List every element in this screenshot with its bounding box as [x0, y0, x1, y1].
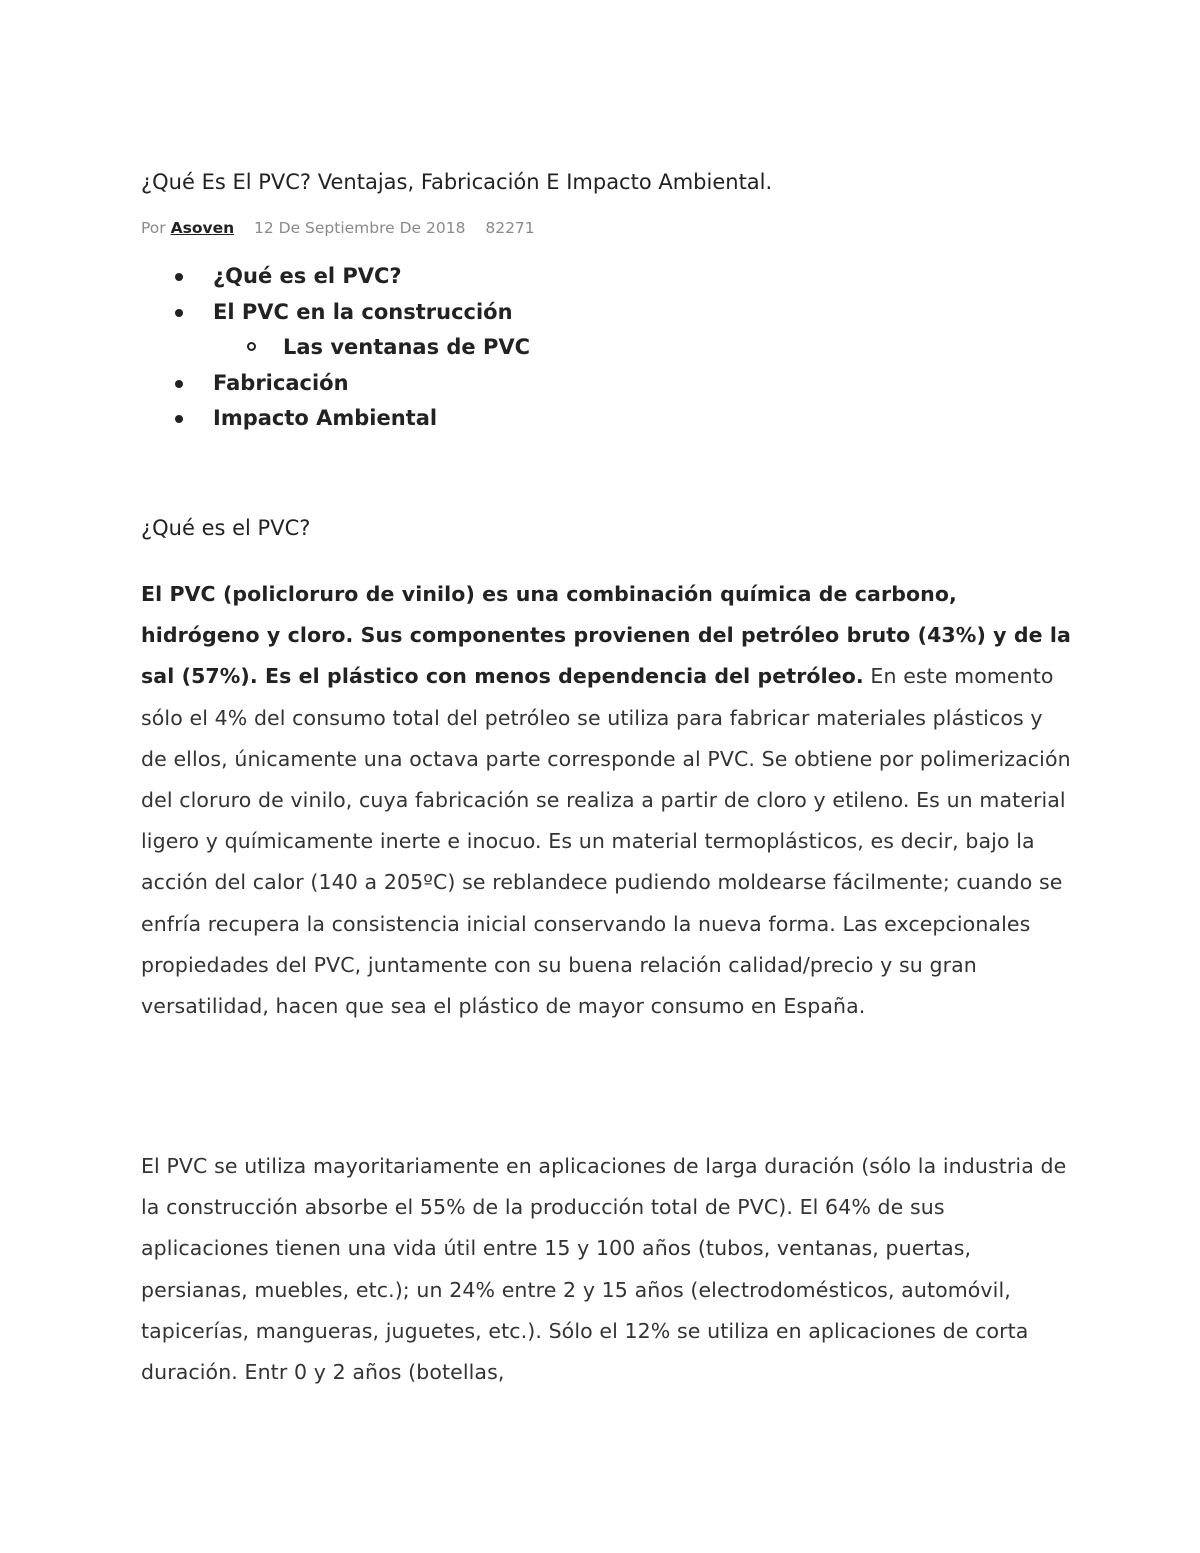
paragraph-intro	[141, 574, 1071, 1027]
by-label: Por	[141, 219, 166, 237]
paragraph-intro-bold: El PVC (policloruro de vinilo) es una combinación química de carbono, hidrógeno y cloro. Sus componentes provienen del petróleo bruto (43%) y de la sal (57%). Es el plástico con menos dependencia del petróleo.	[141, 582, 1071, 689]
toc-link-ventanas[interactable]: Las ventanas de PVC	[283, 335, 531, 359]
author-link[interactable]: Asoven	[170, 219, 235, 237]
bullet-icon	[175, 415, 183, 423]
toc-link-impacto[interactable]: Impacto Ambiental	[213, 406, 438, 430]
paragraph-usage: El PVC se utiliza mayoritariamente en aplicaciones de larga duración (sólo la industria de la construcción absorbe el 55% de la producción total de PVC). El 64% de sus aplicaciones tienen una vida útil entre 15 y 100 años (tubos, ventanas, puertas, persianas, muebles, etc.); un 24% entre 2 y 15 años (electrodomésticos, automóvil, tapicerías, mangueras, juguetes, etc.). Sólo el 12% se utiliza en aplicaciones de corta duración. Entr 0 y 2 años (botellas,	[141, 1154, 1067, 1385]
publish-date: 12 De Septiembre De 2018	[254, 219, 466, 237]
bullet-icon	[175, 309, 183, 317]
toc-link-construccion[interactable]: El PVC en la construcción	[213, 299, 513, 324]
bullet-icon	[175, 273, 183, 281]
paragraph-intro-text: En este momento sólo el 4% del consumo total del petróleo se utiliza para fabricar materiales plásticos y de ellos, únicamente una octava parte corresponde al PVC. Se obtiene por polimerización del cloruro de vinilo, cuya fabricación se realiza a partir de cloro y etileno. Es un material ligero y químicamente inerte e inocuo. Es un material termoplásticos, es decir, bajo la acción del calor (140 a 205ºC) se reblandece pudiendo moldearse fácilmente; cuando se enfría recupera la consistencia inicial conservando la nueva forma. Las excepcionales propiedades del PVC, juntamente con su buena relación calidad/precio y su gran versatilidad, hacen que sea el plástico de mayor consumo en España.	[141, 664, 1071, 1019]
article-title: ¿Qué Es El PVC? Ventajas, Fabricación E Impacto Ambiental.	[141, 170, 773, 194]
bullet-icon	[175, 380, 183, 388]
toc-link-que-es-pvc[interactable]: ¿Qué es el PVC?	[213, 264, 402, 288]
section-heading: ¿Qué es el PVC?	[141, 516, 311, 540]
article-meta	[141, 219, 535, 237]
hollow-bullet-icon	[247, 342, 256, 351]
view-count: 82271	[485, 219, 535, 237]
toc-link-fabricacion[interactable]: Fabricación	[213, 370, 349, 395]
